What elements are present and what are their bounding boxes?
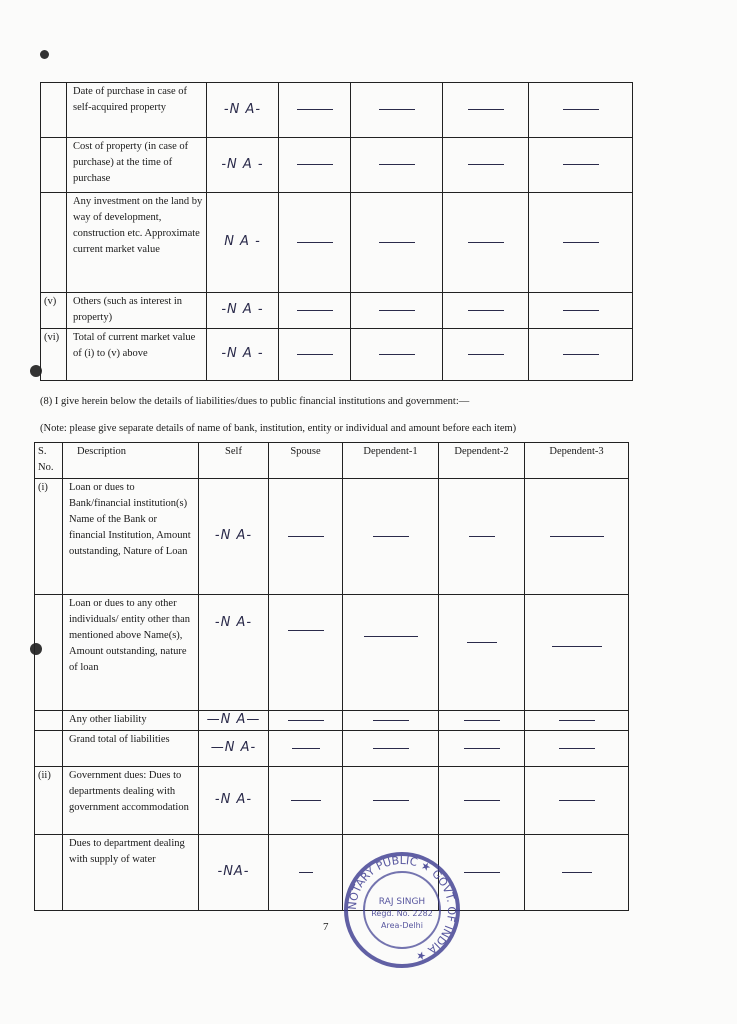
dash-mark [379,310,415,311]
self-cell [207,193,279,293]
spouse-cell [269,479,343,595]
table-row [41,138,633,193]
sno-cell [35,731,63,767]
dash-mark [468,354,504,355]
dependent-1-cell [351,293,443,329]
dependent-2-cell [439,711,525,731]
dash-mark [297,242,333,243]
self-cell [207,83,279,138]
dash-mark [373,536,409,537]
description-cell: Date of purchase in case of self-acquired property [67,83,207,138]
dependent-1-cell [343,479,439,595]
dash-mark [563,310,599,311]
sno-cell [41,83,67,138]
notary-stamp [342,850,462,970]
dependent-2-cell [439,767,525,835]
table-row [35,731,629,767]
handwritten-value: -N A- [214,615,253,630]
handwritten-value: -N A - [221,302,264,317]
description-cell: Others (such as interest in property) [67,293,207,329]
table-header-row [35,443,629,479]
dash-mark [464,800,500,801]
dash-mark [297,310,333,311]
sno-cell [35,835,63,911]
dependent-2-cell [443,293,529,329]
header-self: Self [199,443,269,479]
dependent-1-cell [351,329,443,381]
dependent-3-cell [525,835,629,911]
dependent-2-cell [439,595,525,711]
table-row [35,595,629,711]
dependent-2-cell [439,731,525,767]
dash-mark [373,800,409,801]
self-cell [207,138,279,193]
description-cell: Government dues: Dues to departments dealing with government accommodation [63,767,199,835]
handwritten-value: -N A- [214,528,253,543]
dash-mark [292,748,320,749]
dependent-2-cell [443,329,529,381]
self-cell [207,293,279,329]
self-cell [199,595,269,711]
header-sno: S. No. [35,443,63,479]
dash-mark [379,164,415,165]
sno-cell: (vi) [41,329,67,381]
dependent-3-cell [525,767,629,835]
dash-mark [291,800,321,801]
dependent-1-cell [351,138,443,193]
header-spouse: Spouse [269,443,343,479]
table-row [41,83,633,138]
header-description: Description [63,443,199,479]
header-dependent-3: Dependent-3 [525,443,629,479]
dash-mark [464,720,500,721]
table-row [35,767,629,835]
dash-mark [468,242,504,243]
dash-mark [379,109,415,110]
dash-mark [467,642,497,643]
handwritten-value: -NA- [217,864,250,879]
dash-mark [464,872,500,873]
self-cell [199,711,269,731]
dependent-3-cell [529,138,633,193]
spouse-cell [279,329,351,381]
page-number: 7 [323,921,329,933]
dash-mark [563,242,599,243]
sno-cell [41,193,67,293]
description-cell: Any investment on the land by way of development, construction etc. Approximate current market value [67,193,207,293]
header-dependent-1: Dependent-1 [343,443,439,479]
dependent-1-cell [343,595,439,711]
dash-mark [559,720,595,721]
section-note: (Note: please give separate details of name of bank, institution, entity or individual and amount before each item) [40,423,517,434]
dash-mark [288,630,324,631]
dash-mark [288,720,324,721]
dash-mark [468,164,504,165]
dash-mark [559,748,595,749]
spouse-cell [269,731,343,767]
dash-mark [468,310,504,311]
self-cell [199,835,269,911]
dash-mark [379,242,415,243]
dependent-1-cell [351,83,443,138]
table-row [41,293,633,329]
handwritten-value: -N A - [221,346,264,361]
dash-mark [563,109,599,110]
dependent-3-cell [525,731,629,767]
dependent-2-cell [443,138,529,193]
spouse-cell [269,595,343,711]
dash-mark [468,109,504,110]
table-row [41,193,633,293]
svg-text:Regd. No. 2282: Regd. No. 2282 [371,909,433,918]
dependent-3-cell [529,293,633,329]
dependent-2-cell [443,193,529,293]
section-heading: (8) I give herein below the details of liabilities/dues to public financial institutions and government:— [40,396,470,407]
dependent-1-cell [343,767,439,835]
dash-mark [297,109,333,110]
handwritten-value: N A - [224,234,261,249]
dash-mark [559,800,595,801]
dash-mark [288,536,324,537]
svg-text:Area-Delhi: Area-Delhi [381,921,423,930]
table-row [35,479,629,595]
dash-mark [552,646,602,647]
dash-mark [297,164,333,165]
description-cell: Grand total of liabilities [63,731,199,767]
dependent-2-cell [439,479,525,595]
spouse-cell [269,835,343,911]
spouse-cell [279,193,351,293]
sno-cell [41,138,67,193]
dependent-1-cell [343,711,439,731]
spouse-cell [269,711,343,731]
dash-mark [563,164,599,165]
punch-hole [40,50,49,59]
dash-mark [373,748,409,749]
dependent-3-cell [529,329,633,381]
description-cell: Loan or dues to any other individuals/ entity other than mentioned above Name(s), Amount outstanding, nature of loan [63,595,199,711]
dash-mark [464,748,500,749]
spouse-cell [279,83,351,138]
spouse-cell [269,767,343,835]
liabilities-table [34,442,629,911]
description-cell: Dues to department dealing with supply of water [63,835,199,911]
self-cell [199,767,269,835]
spouse-cell [279,138,351,193]
svg-text:NOTARY PUBLIC ★ GOVT. OF INDIA: NOTARY PUBLIC ★ GOVT. OF INDIA ★ [345,853,459,964]
handwritten-value: —N A— [206,712,261,727]
sno-cell [35,711,63,731]
dash-mark [562,872,592,873]
dependent-2-cell [443,83,529,138]
self-cell [199,479,269,595]
dash-mark [299,872,313,873]
dash-mark [297,354,333,355]
table-row [35,835,629,911]
dash-mark [373,720,409,721]
description-cell: Any other liability [63,711,199,731]
dependent-1-cell [343,731,439,767]
sno-cell [35,595,63,711]
sno-cell: (ii) [35,767,63,835]
spouse-cell [279,293,351,329]
handwritten-value: -N A - [221,156,264,172]
handwritten-value: —N A- [210,740,257,755]
header-dependent-2: Dependent-2 [439,443,525,479]
sno-cell: (v) [41,293,67,329]
dash-mark [563,354,599,355]
assets-table [40,82,633,381]
description-cell: Total of current market value of (i) to (v) above [67,329,207,381]
description-cell: Cost of property (in case of purchase) at the time of purchase [67,138,207,193]
description-cell: Loan or dues to Bank/financial institution(s) Name of the Bank or financial Institution, Amount outstanding, Nature of Loan [63,479,199,595]
dependent-3-cell [525,711,629,731]
svg-text:RAJ SINGH: RAJ SINGH [378,897,426,907]
table-row [41,329,633,381]
sno-cell: (i) [35,479,63,595]
handwritten-value: -N A- [214,792,253,807]
self-cell [207,329,279,381]
dependent-3-cell [525,479,629,595]
table-row [35,711,629,731]
dependent-3-cell [529,193,633,293]
dash-mark [469,536,495,537]
dash-mark [550,536,604,537]
dash-mark [379,354,415,355]
dependent-3-cell [525,595,629,711]
dependent-3-cell [529,83,633,138]
dependent-1-cell [351,193,443,293]
self-cell [199,731,269,767]
handwritten-value: -N A- [223,101,262,117]
dash-mark [364,636,418,637]
